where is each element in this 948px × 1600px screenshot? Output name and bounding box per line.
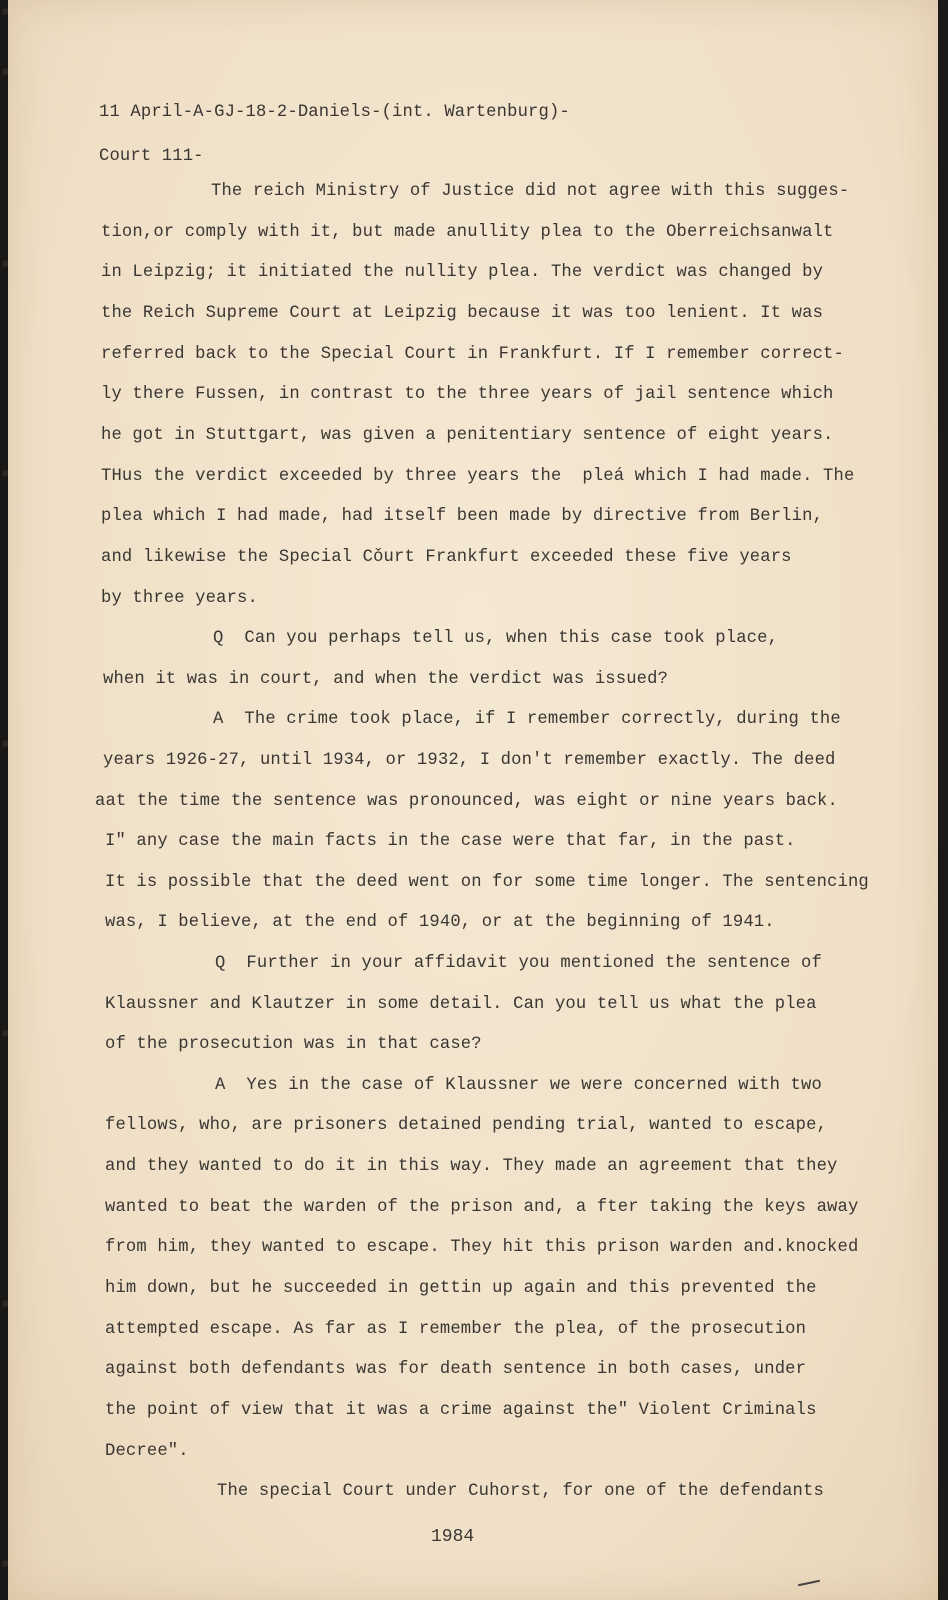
text-line: I" any case the main facts in the case were that far, in the past.: [105, 832, 796, 851]
text-line: from him, they wanted to escape. They hit this prison warden and.knocked: [105, 1238, 859, 1257]
court-line: Court 111-: [99, 147, 204, 166]
text-line: referred back to the Special Court in Frankfurt. If I remember correct-: [101, 345, 844, 364]
text-line: him down, but he succeeded in gettin up again and this prevented the: [105, 1279, 817, 1298]
page-number: 1984: [431, 1527, 475, 1547]
text-line: The special Court under Cuhorst, for one of the defendants: [217, 1482, 824, 1501]
text-line: years 1926-27, until 1934, or 1932, I don't remember exactly. The deed: [103, 751, 836, 770]
text-line: and they wanted to do it in this way. They made an agreement that they: [105, 1157, 838, 1176]
document-page: [8, 0, 938, 1600]
text-line: aat the time the sentence was pronounced, was eight or nine years back.: [95, 792, 838, 811]
text-line: he got in Stuttgart, was given a penitentiary sentence of eight years.: [101, 426, 834, 445]
text-line: It is possible that the deed went on for some time longer. The sentencing: [105, 873, 869, 892]
text-line: by three years.: [101, 589, 258, 608]
text-line: when it was in court, and when the verdict was issued?: [103, 670, 669, 689]
text-line: tion,or comply with it, but made anullity plea to the Oberreichsanwalt: [101, 223, 834, 242]
text-line: ly there Fussen, in contrast to the three years of jail sentence which: [101, 385, 834, 404]
text-line: and likewise the Special Cǒurt Frankfurt exceeded these five years: [101, 548, 792, 567]
text-line: was, I believe, at the end of 1940, or at the beginning of 1941.: [105, 913, 775, 932]
text-line: THus the verdict exceeded by three years the pleá which I had made. The: [101, 467, 855, 486]
pen-mark: [798, 1580, 820, 1587]
text-line: the Reich Supreme Court at Leipzig because it was too lenient. It was: [101, 304, 824, 323]
text-line: in Leipzig; it initiated the nullity plea. The verdict was changed by: [101, 263, 824, 282]
text-line: The reich Ministry of Justice did not agree with this sugges-: [211, 182, 850, 201]
text-line: Klaussner and Klautzer in some detail. Can you tell us what the plea: [105, 995, 817, 1014]
answer-line: A The crime took place, if I remember correctly, during the: [213, 710, 841, 729]
text-line: against both defendants was for death sentence in both cases, under: [105, 1360, 807, 1379]
question-line: Q Further in your affidavit you mentioned the sentence of: [215, 954, 822, 973]
answer-line: A Yes in the case of Klaussner we were concerned with two: [215, 1076, 822, 1095]
text-line: Decree".: [105, 1442, 189, 1461]
text-line: attempted escape. As far as I remember the plea, of the prosecution: [105, 1320, 807, 1339]
text-line: fellows, who, are prisoners detained pending trial, wanted to escape,: [105, 1116, 828, 1135]
text-line: of the prosecution was in that case?: [105, 1035, 482, 1054]
header-line: 11 April-A-GJ-18-2-Daniels-(int. Wartenburg)-: [99, 103, 570, 122]
text-line: the point of view that it was a crime against the" Violent Criminals: [105, 1401, 817, 1420]
question-line: Q Can you perhaps tell us, when this case took place,: [213, 629, 779, 648]
text-line: plea which I had made, had itself been made by directive from Berlin,: [101, 507, 824, 526]
text-line: wanted to beat the warden of the prison and, a fter taking the keys away: [105, 1198, 859, 1217]
